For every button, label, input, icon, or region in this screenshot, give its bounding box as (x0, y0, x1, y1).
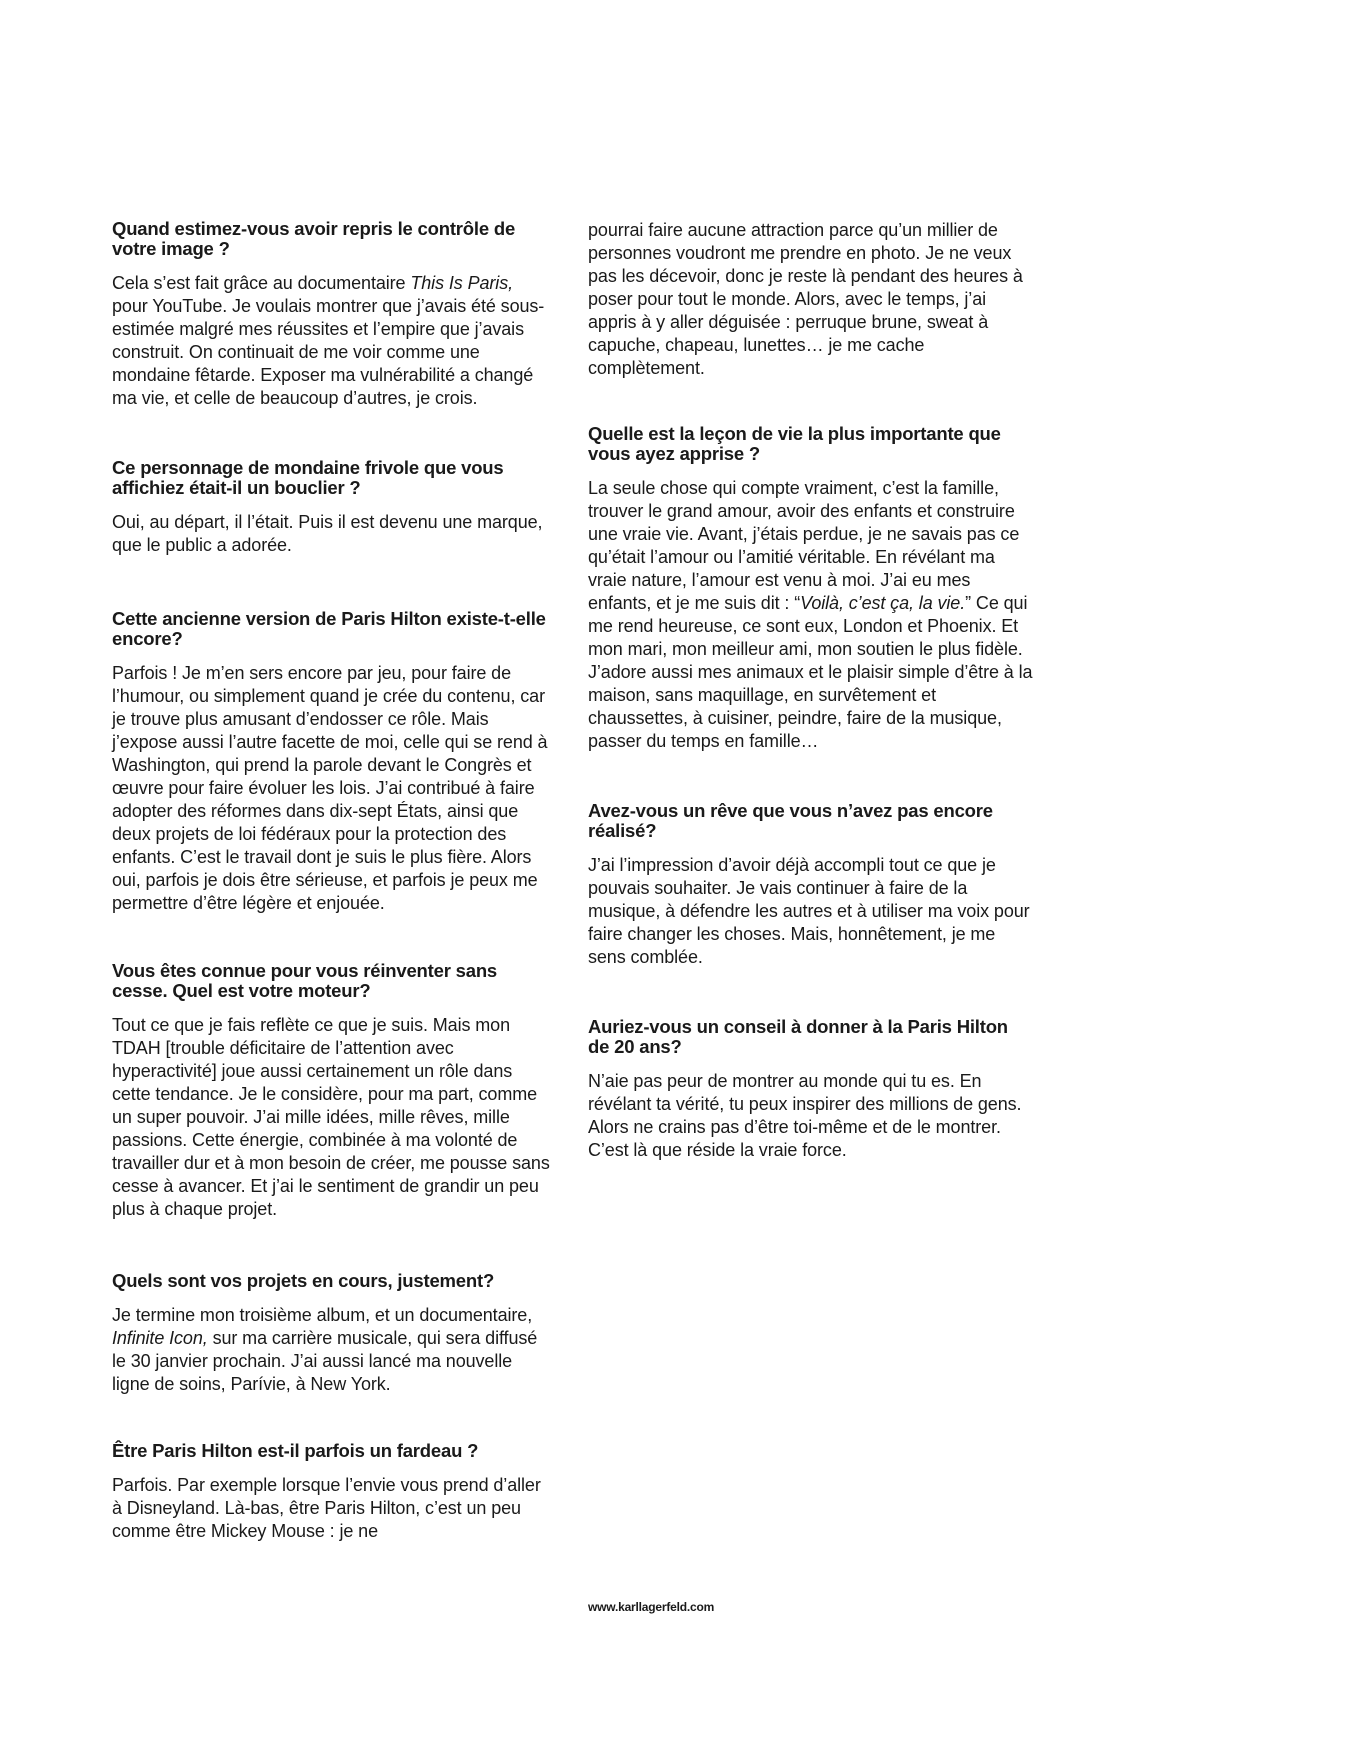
question-heading: Ce personnage de mondaine frivole que vous affichiez était-il un bouclier ? (112, 457, 504, 498)
answer-text (112, 1304, 552, 1396)
answer-text (112, 1014, 552, 1221)
answer-segment: Oui, au départ, il l’était. Puis il est devenu une marque, que le public a adorée. (112, 512, 543, 555)
italic-text: Infinite Icon, (112, 1328, 208, 1348)
question-heading: Quand estimez-vous avoir repris le contrôle de votre image ? (112, 218, 516, 259)
continuation-block (588, 219, 1033, 380)
qa-block (112, 219, 552, 410)
answer-segment: Je termine mon troisième album, et un documentaire, (112, 1305, 533, 1325)
answer-text (588, 1070, 1033, 1162)
qa-block (588, 1017, 1033, 1162)
answer-text (588, 477, 1033, 753)
answer-segment: Parfois. Par exemple lorsque l’envie vous prend d’aller à Disneyland. Là-bas, être Paris Hilton, c’est un peu comme être Mickey Mouse : je ne (112, 1475, 541, 1541)
continuation-text: pourrai faire aucune attraction parce qu’un millier de personnes voudront me prendre en photo. Je ne veux pas les décevoir, donc je reste là pendant des heures à poser pour tout le monde. Alors, avec le temps, j’ai appris à y aller déguisée : perruque brune, sweat à capuche, chapeau, lunettes… je me cache complètement. (588, 220, 1023, 378)
italic-text: This Is Paris, (410, 273, 513, 293)
right-column (588, 219, 1033, 1162)
answer-text (588, 854, 1033, 969)
answer-text (112, 272, 552, 410)
qa-block (112, 961, 552, 1221)
answer-segment: Tout ce que je fais reflète ce que je suis. Mais mon TDAH [trouble déficitaire de l’attention avec hyperactivité] joue aussi certainement un rôle dans cette tendance. Je le considère, pour ma part, comme un super pouvoir. J’ai mille idées, mille rêves, mille passions. Cette énergie, combinée à ma volonté de travailler dur et à mon besoin de créer, me pousse sans cesse à avancer. Et j’ai le sentiment de grandir un peu plus à chaque projet. (112, 1015, 550, 1219)
website-link[interactable]: www.karllagerfeld.com (588, 1600, 715, 1614)
qa-block (112, 1271, 552, 1396)
question-heading: Avez-vous un rêve que vous n’avez pas encore réalisé? (588, 800, 993, 841)
question-heading: Être Paris Hilton est-il parfois un fardeau ? (112, 1440, 479, 1461)
italic-text: Voilà, c’est ça, la vie. (800, 593, 966, 613)
answer-text (112, 511, 552, 557)
left-column (112, 219, 552, 1543)
question-heading: Quels sont vos projets en cours, justement? (112, 1270, 495, 1291)
question-heading: Quelle est la leçon de vie la plus importante que vous ayez apprise ? (588, 423, 1001, 464)
answer-segment: La seule chose qui compte vraiment, c’est la famille, trouver le grand amour, avoir des enfants et construire une vraie vie. Avant, j’étais perdue, je ne savais pas ce qu’était l’amour ou l’amitié véritable. En révélant ma vraie nature, l’amour est venu à moi. J’ai eu mes enfants, et je me suis dit : “ (588, 478, 1020, 613)
question-heading: Cette ancienne version de Paris Hilton existe-t-elle encore? (112, 608, 546, 649)
question-heading: Vous êtes connue pour vous réinventer sans cesse. Quel est votre moteur? (112, 960, 498, 1001)
qa-block (588, 801, 1033, 969)
question-heading: Auriez-vous un conseil à donner à la Paris Hilton de 20 ans? (588, 1016, 1008, 1057)
qa-block (588, 424, 1033, 753)
answer-segment: ” Ce qui me rend heureuse, ce sont eux, London et Phoenix. Et mon mari, mon meilleur ami, mon soutien le plus fidèle. J’adore aussi mes animaux et le plaisir simple d’être à la maison, sans maquillage, en survêtement et chaussettes, à cuisiner, peindre, faire de la musique, passer du temps en famille… (588, 593, 1033, 751)
qa-block (112, 1441, 552, 1543)
qa-block (112, 609, 552, 915)
answer-text (112, 662, 552, 915)
answer-text (112, 1474, 552, 1543)
answer-segment: sur ma carrière musicale, qui sera diffusé le 30 janvier prochain. J’ai aussi lancé ma nouvelle ligne de soins, Parívie, à New York. (112, 1328, 538, 1394)
answer-segment: Parfois ! Je m’en sers encore par jeu, pour faire de l’humour, ou simplement quand je crée du contenu, car je trouve plus amusant d’endosser ce rôle. Mais j’expose aussi l’autre facette de moi, celle qui se rend à Washington, qui prend la parole devant le Congrès et œuvre pour faire évoluer les lois. J’ai contribué à faire adopter des réformes dans dix-sept États, ainsi que deux projets de loi fédéraux pour la protection des enfants. C’est le travail dont je suis le plus fière. Alors oui, parfois je dois être sérieuse, et parfois je peux me permettre d’être légère et enjouée. (112, 663, 548, 913)
answer-segment: pour YouTube. Je voulais montrer que j’avais été sous-estimée malgré mes réussites et l’empire que j’avais construit. On continuait de me voir comme une mondaine fêtarde. Exposer ma vulnérabilité a changé ma vie, et celle de beaucoup d’autres, je crois. (112, 296, 545, 408)
qa-block (112, 458, 552, 557)
answer-segment: N’aie pas peur de montrer au monde qui tu es. En révélant ta vérité, tu peux inspirer des millions de gens. Alors ne crains pas d’être toi-même et de le montrer. C’est là que réside la vraie force. (588, 1071, 1022, 1160)
answer-segment: J’ai l’impression d’avoir déjà accompli tout ce que je pouvais souhaiter. Je vais continuer à faire de la musique, à défendre les autres et à utiliser ma voix pour faire changer les choses. Mais, honnêtement, je me sens comblée. (588, 855, 1030, 967)
answer-segment: Cela s’est fait grâce au documentaire (112, 273, 411, 293)
